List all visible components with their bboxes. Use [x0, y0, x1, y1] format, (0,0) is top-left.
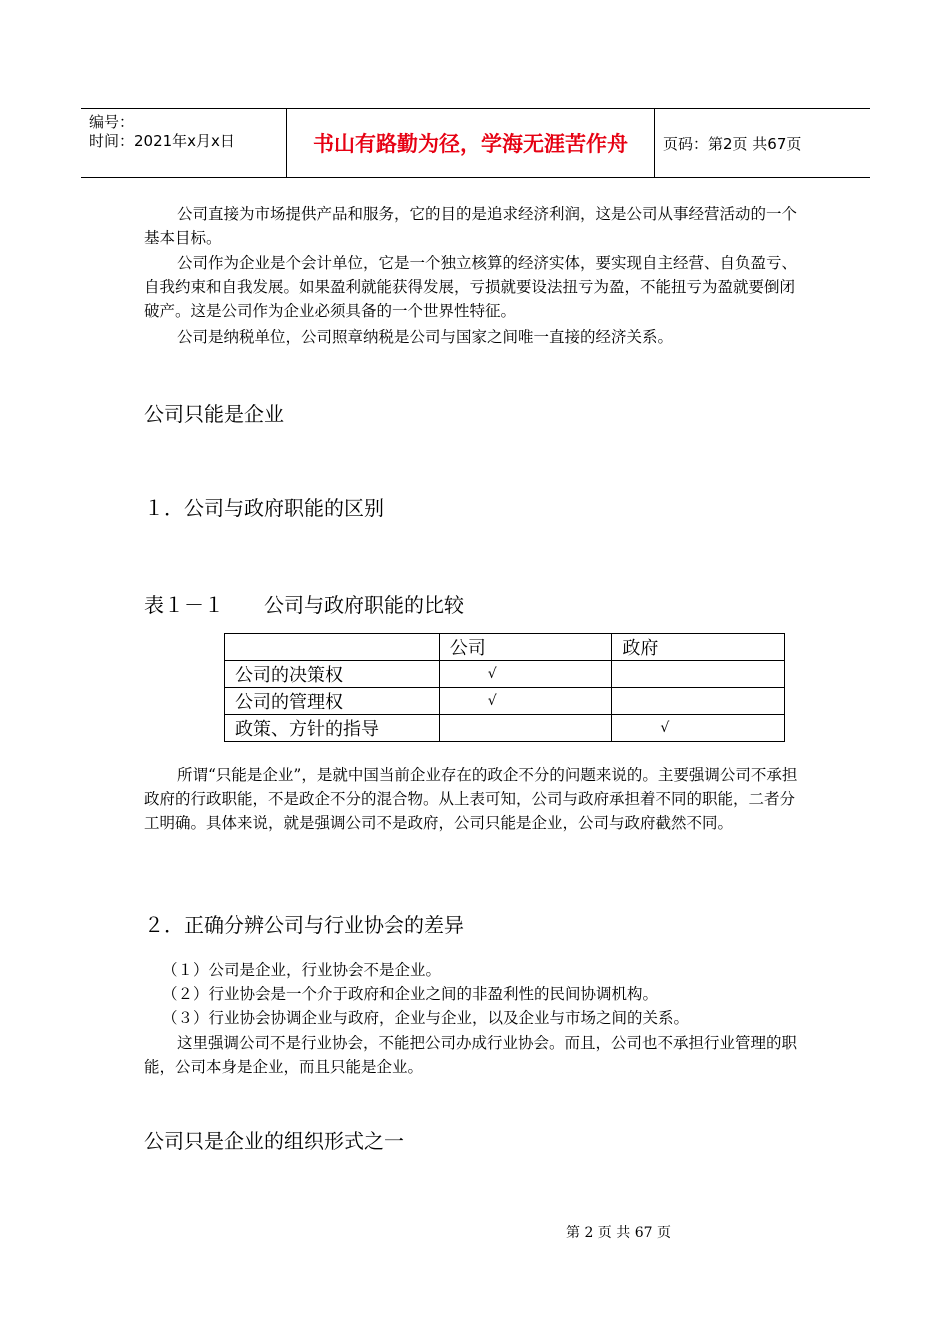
comparison-table	[224, 633, 785, 742]
table-row	[225, 661, 785, 688]
header-meta	[89, 113, 235, 151]
table-cell: 政策、方针的指导	[225, 715, 440, 742]
check-mark: √	[439, 688, 612, 715]
header-slogan: 书山有路勤为径，学海无涯苦作舟	[286, 109, 655, 177]
paragraph-4: 所谓“只能是企业”，是就中国当前企业存在的政企不分的问题来说的。主要强调公司不承担政府的行政职能，不是政企不分的混合物。从上表可知，公司与政府承担着不同的职能，二者分工明确。具体来说，就是强调公司不是政府，公司只能是企业，公司与政府截然不同。	[144, 766, 798, 832]
table-header-row	[225, 634, 785, 661]
paragraph-2: 公司作为企业是个会计单位，它是一个独立核算的经济实体，要实现自主经营、自负盈亏、自我约束和自我发展。如果盈利就能获得发展，亏损就要设法扭亏为盈，不能扭亏为盈就要倒闭破产。这是公司作为企业必须具备的一个世界性特征。	[144, 254, 798, 320]
table-header-cell: 政府	[612, 634, 785, 661]
table-header-cell	[225, 634, 440, 661]
table-cell	[439, 715, 612, 742]
check-mark: √	[439, 661, 612, 688]
paragraph-5: 这里强调公司不是行业协会，不能把公司办成行业协会。而且，公司也不承担行业管理的职能，公司本身是企业，而且只能是企业。	[144, 1034, 798, 1076]
time-label: 时间：2021年x月x日	[89, 132, 235, 150]
table-caption: 表１－１ 公司与政府职能的比较	[144, 593, 464, 617]
list-item: （２）行业协会是一个介于政府和企业之间的非盈利性的民间协调机构。	[162, 985, 659, 1003]
table-header-cell: 公司	[439, 634, 612, 661]
heading-industry-association: ２．正确分辨公司与行业协会的差异	[144, 913, 464, 937]
list-item: （１）公司是企业，行业协会不是企业。	[162, 961, 442, 979]
table-cell	[612, 661, 785, 688]
page-footer: 第 2 页 共 67 页	[566, 1225, 671, 1241]
header-page-info: 页码：第2页 共67页	[663, 134, 802, 153]
table-row	[225, 715, 785, 742]
heading-organization-form: 公司只是企业的组织形式之一	[144, 1129, 404, 1153]
check-mark: √	[612, 715, 785, 742]
paragraph-3: 公司是纳税单位，公司照章纳税是公司与国家之间唯一直接的经济关系。	[177, 328, 674, 346]
paragraph-1: 公司直接为市场提供产品和服务，它的目的是追求经济利润，这是公司从事经营活动的一个基本目标。	[144, 205, 798, 247]
number-label: 编号：	[89, 113, 135, 131]
table-row	[225, 688, 785, 715]
page-header	[81, 108, 870, 178]
list-item: （３）行业协会协调企业与政府，企业与企业，以及企业与市场之间的关系。	[162, 1009, 690, 1027]
heading-company-vs-government: １．公司与政府职能的区别	[144, 496, 384, 520]
table-cell	[612, 688, 785, 715]
table-cell: 公司的管理权	[225, 688, 440, 715]
table-cell: 公司的决策权	[225, 661, 440, 688]
heading-company-only-enterprise: 公司只能是企业	[144, 402, 284, 426]
